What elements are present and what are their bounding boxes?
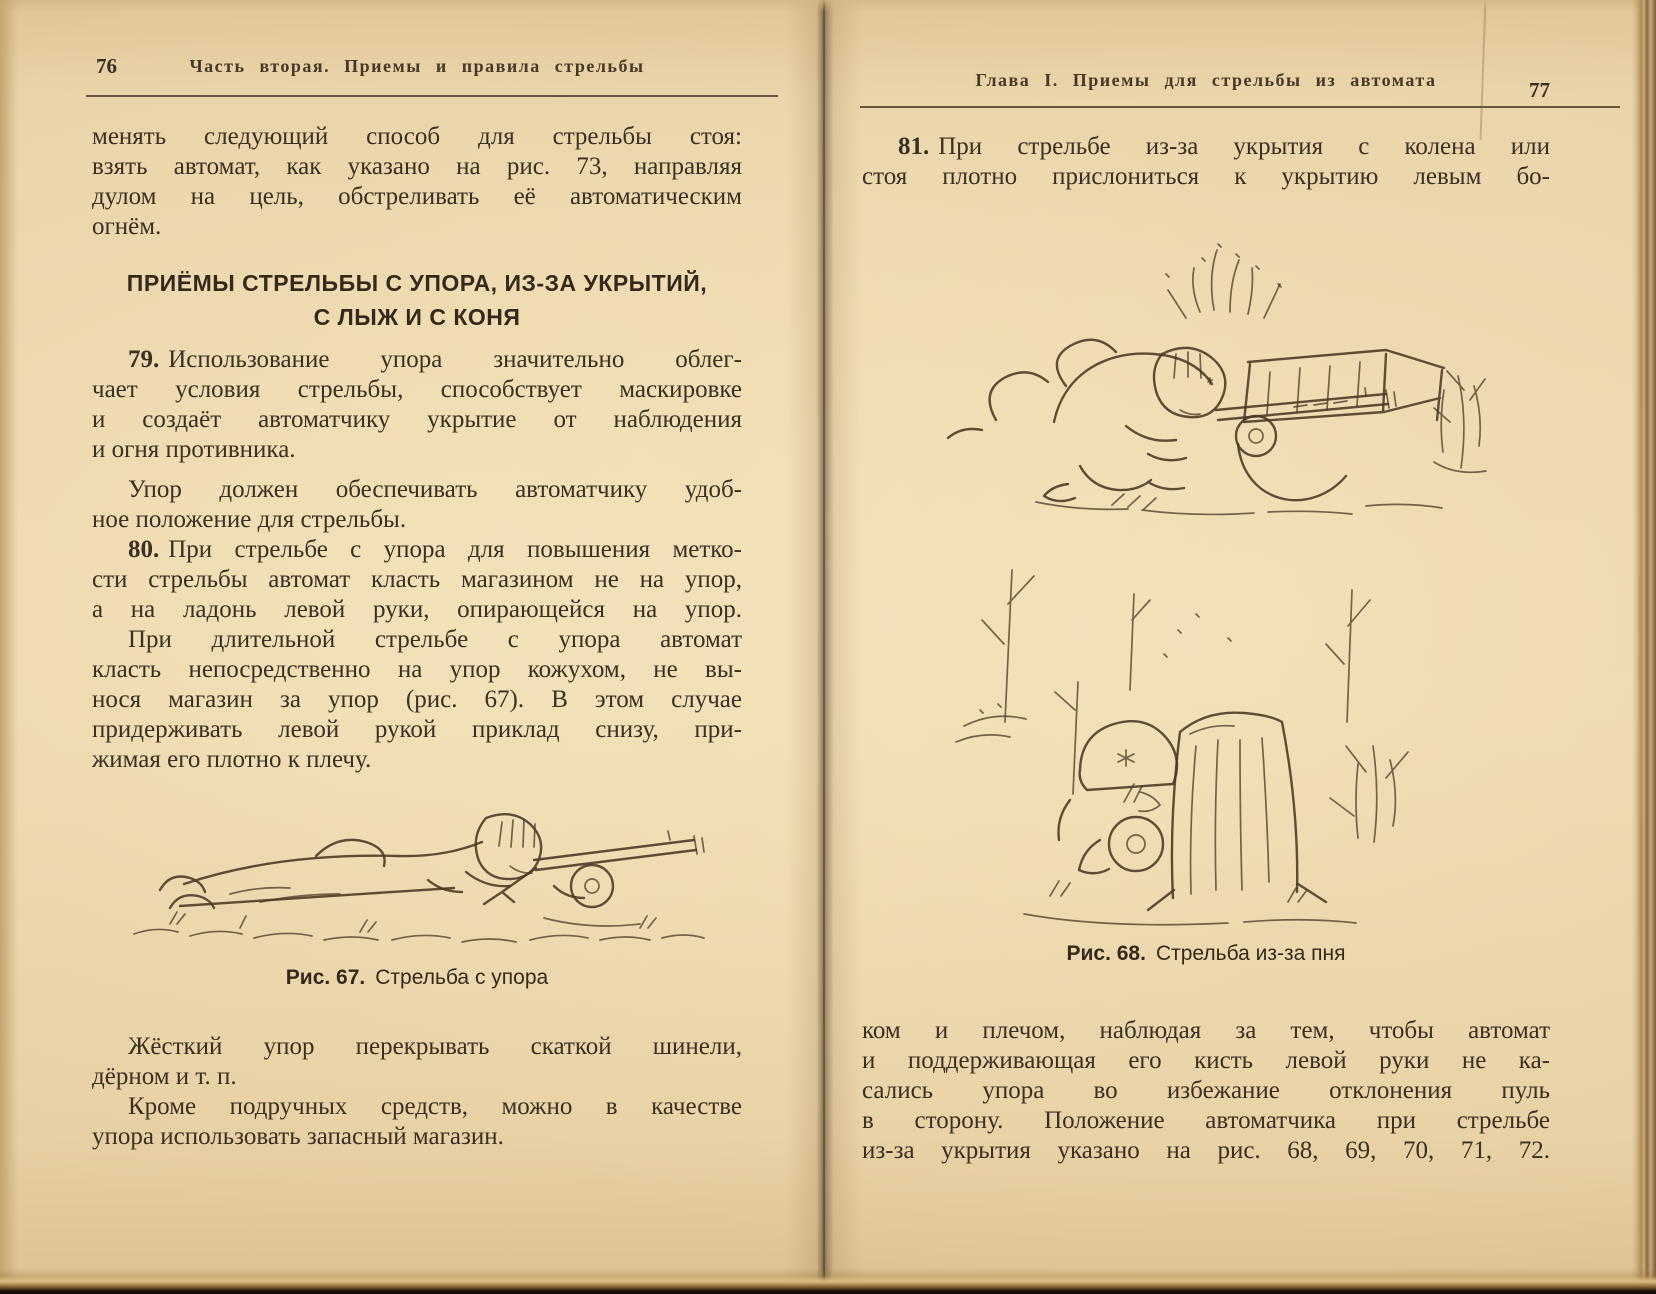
section-heading-line: ПРИЁМЫ СТРЕЛЬБЫ С УПОРА, ИЗ-ЗА УКРЫТИЙ, (126, 270, 708, 296)
text-line: жимая его плотно к плечу. (92, 746, 372, 773)
page-edge-left (0, 0, 18, 1294)
text-line: в сторону. Положение автоматчика при стрельбе (862, 1107, 1550, 1134)
text-line: и создаёт автоматчику укрытие от наблюдения (92, 406, 742, 433)
paragraph-spare-magazine (92, 1092, 742, 1152)
text-line: Кроме подручных средств, можно в качестве (128, 1093, 742, 1120)
text-line: класть непосредственно на упор кожухом, не вы- (92, 656, 742, 683)
text-line: 81. При стрельбе из-за укрытия с колена или (898, 133, 1550, 160)
text-line: ное положение для стрельбы. (92, 506, 407, 533)
text-line: и огня противника. (92, 436, 296, 463)
running-header-left-title: Часть вторая. Приемы и правила стрельбы (189, 56, 645, 76)
paragraph-81-continued (862, 1016, 1550, 1166)
text-line: а на ладонь левой руки, опирающейся на упор. (92, 596, 742, 623)
figure-67-caption (92, 966, 742, 990)
figure-67-illustration (110, 768, 726, 960)
header-rule-right (860, 106, 1620, 108)
page-edge-bottom (0, 1268, 1656, 1294)
text-line: 80. При стрельбе с упора для повышения метко- (128, 536, 742, 563)
text-line: Упор должен обеспечивать автоматчику удоб- (128, 476, 742, 503)
figure-behind-log-illustration (918, 214, 1518, 516)
figure-68-caption-text: Стрельба из-за пня (1155, 942, 1346, 965)
gutter-shadow (786, 0, 862, 1294)
shooter-behind-log-drawing (918, 214, 1518, 516)
text-line: чает условия стрельбы, способствует маскировке (92, 376, 742, 403)
figure-67-caption-text: Стрельба с упора (375, 966, 549, 989)
page-edge-top (0, 0, 1656, 12)
running-header-right (862, 70, 1550, 102)
page-right (862, 0, 1550, 1294)
text-line: взять автомат, как указано на рис. 73, направляя (92, 153, 742, 180)
paragraph-number: 81. (898, 133, 930, 160)
text-line: придерживать левой рукой приклад снизу, при- (92, 716, 742, 743)
text-line: огнём. (92, 213, 162, 240)
running-header-right-title: Глава I. Приемы для стрельбы из автомата (975, 70, 1437, 90)
page-left (92, 0, 742, 1294)
figure-68-illustration (928, 534, 1438, 930)
text-line: 79. Использование упора значительно облег- (128, 346, 742, 373)
paragraph-support (92, 1032, 742, 1092)
figure-68-caption-label: Рис. 68. (1066, 942, 1146, 965)
intro-paragraph (92, 122, 742, 242)
text-line: ком и плечом, наблюдая за тем, чтобы автомат (862, 1017, 1550, 1044)
text-line: менять следующий способ для стрельбы стоя: (92, 123, 742, 150)
page-number-left: 76 (96, 54, 117, 78)
text-line: и поддерживающая его кисть левой руки не ка- (862, 1047, 1550, 1074)
text-line: При длительной стрельбе с упора автомат (128, 626, 742, 653)
text-line: дулом на цель, обстреливать её автоматическим (92, 183, 742, 210)
page-number-right: 77 (1529, 78, 1550, 102)
page-edge-right (1632, 0, 1656, 1294)
text-line: дёрном и т. п. (92, 1063, 237, 1090)
shooter-behind-stump-drawing (928, 534, 1438, 930)
text-line: упора использовать запасный магазин. (92, 1123, 504, 1150)
paragraph-80-continued (92, 625, 742, 775)
prone-shooter-drawing (110, 768, 726, 960)
paragraph-81 (862, 132, 1550, 192)
text-line: сались упора во избежание отклонения пуль (862, 1077, 1550, 1104)
section-heading (92, 266, 742, 334)
running-header-left (92, 56, 742, 77)
text-line: стоя плотно прислониться к укрытию левым бо- (862, 163, 1550, 190)
paragraph-80 (92, 535, 742, 625)
text-line: сти стрельбы автомат класть магазином не на упор, (92, 566, 742, 593)
header-rule-left (86, 95, 778, 97)
figure-67-caption-label: Рис. 67. (285, 966, 366, 989)
text-line: нося магазин за упор (рис. 67). В этом случае (92, 686, 742, 713)
paragraph-number: 80. (128, 536, 160, 563)
text-line: Жёсткий упор перекрывать скаткой шинели, (128, 1033, 742, 1060)
figure-68-caption (862, 942, 1550, 966)
paragraph-number: 79. (128, 346, 160, 373)
section-heading-line: С ЛЫЖ И С КОНЯ (313, 304, 521, 330)
paragraph-79 (92, 345, 742, 465)
text-line: из-за укрытия указано на рис. 68, 69, 70, 71, 72. (862, 1137, 1550, 1164)
paragraph-79-continued (92, 475, 742, 535)
